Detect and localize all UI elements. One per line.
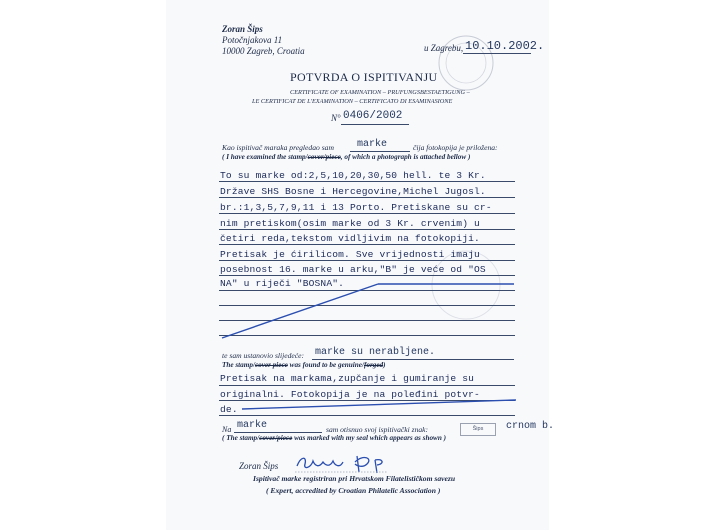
examined-prefix: Kao ispitivač maraka pregledao sam <box>222 143 334 152</box>
rule-4 <box>219 229 515 230</box>
seal-color: crnom b. <box>506 421 555 432</box>
rule-7 <box>219 275 515 276</box>
subtitle-line-1: CERTIFICATE OF EXAMINATION – PRUFUNGSBESTAETIGUNG – <box>290 89 470 96</box>
date-underline <box>463 53 531 54</box>
description-line-1: To su marke od:2,5,10,20,30,50 hell. te 3 Kr. <box>220 170 486 181</box>
remark-cancellation-stroke <box>240 397 520 413</box>
subtitle-line-2: LE CERTIFICAT DE L'EXAMINATION – CERTIFICATO DI ESAMINASIONE <box>252 98 453 105</box>
remark-line-3: de. <box>220 404 238 415</box>
sender-name: Zoran Šips <box>222 24 263 34</box>
certificate-number: 0406/2002 <box>343 110 403 122</box>
remark-rule-1 <box>219 385 515 386</box>
remark-line-2: originalni. Fotokopija je na poleđini potvr- <box>220 389 480 400</box>
seal-item: marke <box>237 420 268 431</box>
description-line-8: NA" u riječi "BOSNA". <box>220 278 345 289</box>
sender-city: 10000 Zagreb, Croatia <box>222 46 305 56</box>
description-line-3: br.:1,3,5,7,9,11 i 13 Porto. Pretiskane su cr- <box>220 202 492 213</box>
finding-english: The stamp/cover piece was found to be genuine/forged) <box>222 361 386 369</box>
examined-english: ( I have examined the stamp/cover/piece, of which a photograph is attached bellow ) <box>222 153 471 161</box>
examined-item-underline <box>350 151 410 152</box>
description-line-2: Države SHS Bosne i Hercegovine,Michel Jugosl. <box>220 186 486 197</box>
rule-2 <box>219 197 515 198</box>
rule-3 <box>219 213 515 214</box>
description-line-6: Pretisak je ćirilicom. Sve vrijednosti imaju <box>220 249 480 260</box>
sender-street: Potočnjakova 11 <box>222 35 283 45</box>
rule-6 <box>219 260 515 261</box>
rule-5 <box>219 244 515 245</box>
description-line-4: nim pretiskom(osim marke od 3 Kr. crvenim) u <box>220 218 480 229</box>
signature-role: Ispitivač marke registriran pri Hrvatskom Filatelističkom savezu <box>253 474 456 483</box>
issue-date: 10.10.2002. <box>465 39 545 53</box>
seal-item-underline <box>234 432 322 433</box>
rule-1 <box>219 181 515 182</box>
cancellation-stroke <box>218 278 518 342</box>
handwritten-signature <box>293 452 389 476</box>
finding-underline <box>312 359 514 360</box>
certificate-number-label: N° <box>331 113 341 123</box>
signature-name: Zoran Šips <box>239 461 279 471</box>
seal-prefix: Na <box>222 425 232 434</box>
description-line-5: četiri reda,tekstom vidljivim na fotokopiji. <box>220 233 480 244</box>
signature-accreditation: ( Expert, accredited by Croatian Philatelic Association ) <box>266 486 441 495</box>
remark-line-1: Pretisak na markama,zupčanje i gumiranje su <box>220 373 475 384</box>
remark-rule-3 <box>219 415 515 416</box>
finding-prefix: te sam ustanovio slijedeće: <box>222 351 305 360</box>
description-line-7: posebnost 16. marke u arku,"B" je veće od "OS <box>220 264 486 275</box>
finding-value: marke su nerabljene. <box>315 347 436 358</box>
seal-text: sam otisnuo svoj ispitivački znak: <box>326 425 429 434</box>
examined-suffix: čija fotokopija je priložena: <box>413 143 498 152</box>
certificate-title: POTVRDA O ISPITIVANJU <box>290 70 438 84</box>
number-underline <box>341 124 409 125</box>
expert-mark-box: Šips <box>460 423 496 436</box>
examined-item: marke <box>357 139 388 150</box>
place-label: u Zagrebu, <box>424 43 464 53</box>
seal-english: ( The stamp/cover/piece was marked with my seal which appears as shown ) <box>222 434 447 442</box>
